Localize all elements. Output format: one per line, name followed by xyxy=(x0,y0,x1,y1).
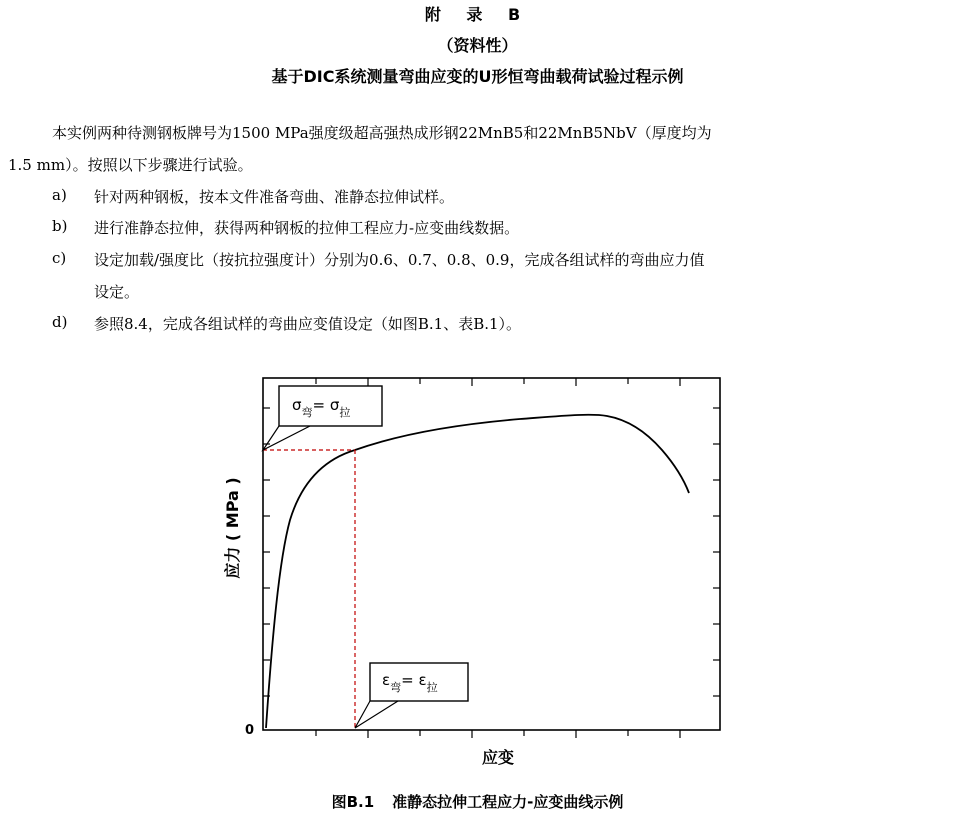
sigma-callout-pointer xyxy=(263,426,310,450)
right-axis-ticks xyxy=(713,408,720,696)
intro-line-1: 本实例两种待测钢板牌号为1500 MPa强度级超高强热成形钢22MnB5和22MnB5NbV（厚度均为 xyxy=(52,124,712,142)
top-axis-ticks xyxy=(316,378,680,386)
epsilon-callout-label: $\varepsilon_弯= \varepsilon_拉$ xyxy=(382,671,438,694)
origin-label: 0 xyxy=(245,723,255,738)
step-c-text-cont: 设定。 xyxy=(94,283,140,301)
bottom-axis-ticks xyxy=(316,730,680,738)
figure-caption xyxy=(0,791,955,812)
sigma-callout-label: $\sigma_弯= \sigma_拉$ xyxy=(292,396,351,419)
step-a-text: 针对两种钢板，按本文件准备弯曲、准静态拉伸试样。 xyxy=(94,188,455,206)
step-d-label: d) xyxy=(52,313,68,331)
step-c-text: 设定加载/强度比（按抗拉强度计）分别为0.6、0.7、0.8、0.9，完成各组试样的弯曲应力值 xyxy=(94,251,705,269)
plot-frame xyxy=(263,378,720,730)
appendix-title: 基于DIC系统测量弯曲应变的U形恒弯曲载荷试验过程示例 xyxy=(271,67,684,86)
appendix-heading: 附 录 B xyxy=(424,5,531,24)
epsilon-callout-pointer xyxy=(355,701,398,728)
appendix-type: （资料性） xyxy=(437,36,518,55)
step-d-text: 参照8.4，完成各组试样的弯曲应变值设定（如图B.1、表B.1）。 xyxy=(94,315,522,333)
step-a-label: a) xyxy=(52,186,67,204)
stress-strain-curve xyxy=(266,415,689,728)
intro-line-2: 1.5 mm）。按照以下步骤进行试验。 xyxy=(8,156,253,174)
step-b-text: 进行准静态拉伸，获得两种钢板的拉伸工程应力-应变曲线数据。 xyxy=(94,219,520,237)
y-axis-label: 应力 ( MPa ) xyxy=(223,477,242,579)
x-axis-label: 应变 xyxy=(481,748,515,767)
step-b-label: b) xyxy=(52,217,68,235)
figure-caption-text: 准静态拉伸工程应力-应变曲线示例 xyxy=(392,793,624,811)
left-axis-ticks xyxy=(263,408,270,696)
step-c-label: c) xyxy=(52,249,67,267)
figure-caption-number: 图B.1 xyxy=(331,793,375,811)
